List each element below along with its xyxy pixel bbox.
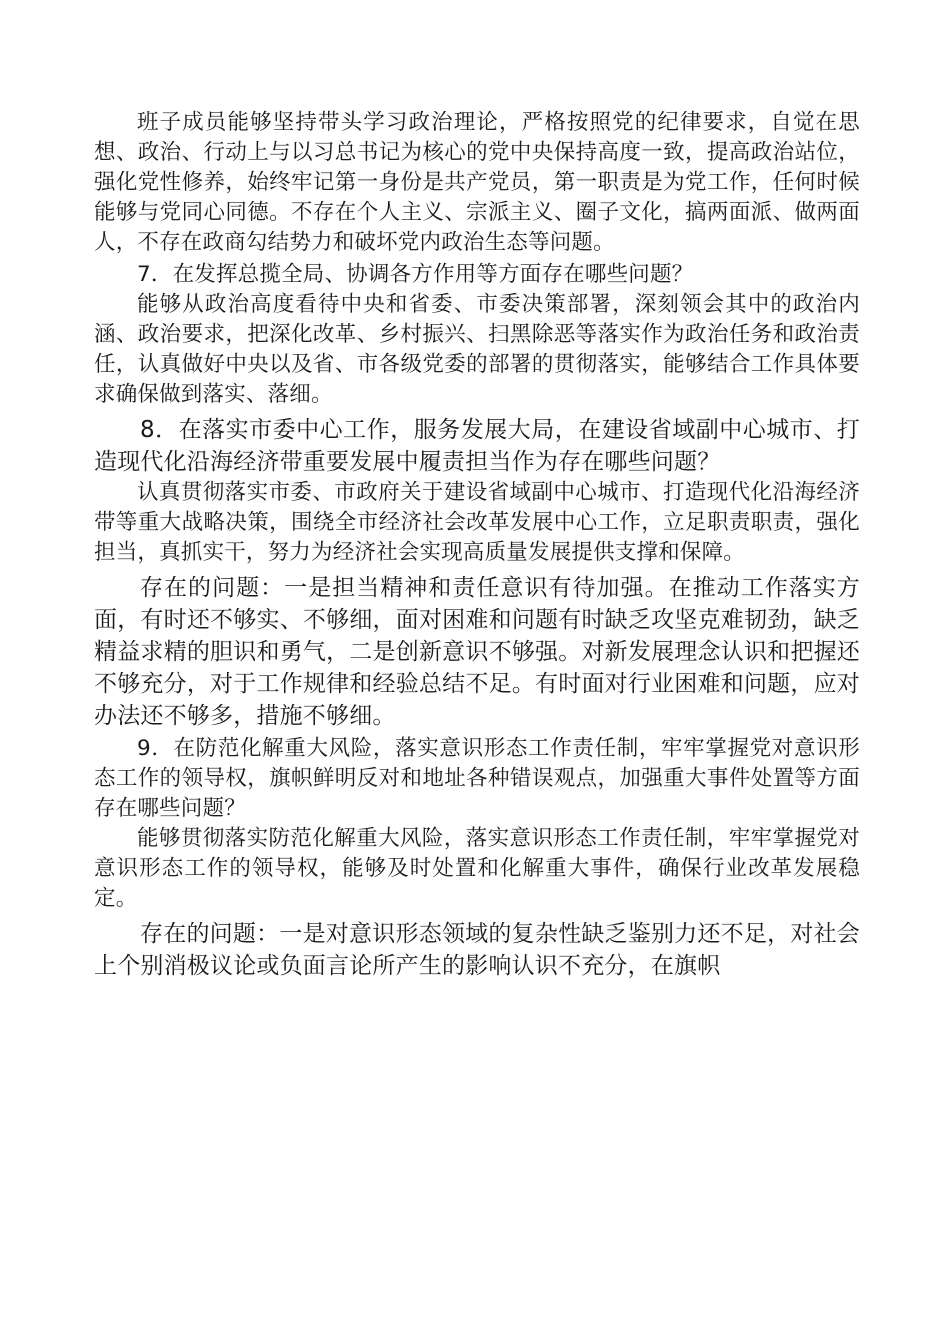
paragraph-answer-8: 认真贯彻落实市委、市政府关于建设省域副中心城市、打造现代化沿海经济带等重大战略决策，围绕全市经济社会改革发展中心工作，立足职责职责，强化担当，真抓实干，努力为经济社会实现高质量发展提供支撑和保障。 [94,480,860,565]
paragraph-answer-9: 能够贯彻落实防范化解重大风险，落实意识形态工作责任制，牢牢掌握党对意识形态工作的领导权，能够及时处置和化解重大事件，确保行业改革发展稳定。 [94,826,860,911]
question-9: 9．在防范化解重大风险，落实意识形态工作责任制，牢牢掌握党对意识形态工作的领导权，旗帜鲜明反对和地址各种错误观点，加强重大事件处置等方面存在哪些问题？ [94,736,860,821]
document-page [94,108,860,982]
question-8: 8．在落实市委中心工作，服务发展大局，在建设省域副中心城市、打造现代化沿海经济带重要发展中履责担当作为存在哪些问题？ [94,417,860,475]
paragraph-team-discipline: 班子成员能够坚持带头学习政治理论，严格按照党的纪律要求，自觉在思想、政治、行动上与以习总书记为核心的党中央保持高度一致，提高政治站位，强化党性修养，始终牢记第一身份是共产党员，第一职责是为党工作，任何时候能够与党同心同德。不存在个人主义、宗派主义、圈子文化，搞两面派、做两面人，不存在政商勾结势力和破坏党内政治生态等问题。 [94,110,860,255]
paragraph-problems-9: 存在的问题：一是对意识形态领域的复杂性缺乏鉴别力还不足，对社会上个别消极议论或负面言论所产生的影响认识不充分，在旗帜 [94,921,860,979]
question-7: 7．在发挥总揽全局、协调各方作用等方面存在哪些问题？ [137,262,694,287]
paragraph-answer-7: 能够从政治高度看待中央和省委、市委决策部署，深刻领会其中的政治内涵、政治要求，把深化改革、乡村振兴、扫黑除恶等落实作为政治任务和政治责任，认真做好中央以及省、市各级党委的部署的贯彻落实，能够结合工作具体要求确保做到落实、落细。 [94,292,860,407]
paragraph-problems-8: 存在的问题：一是担当精神和责任意识有待加强。在推动工作落实方面，有时还不够实、不够细，面对困难和问题有时缺乏攻坚克难韧劲，缺乏精益求精的胆识和勇气，二是创新意识不够强。对新发展理念认识和把握还不够充分，对于工作规律和经验总结不足。有时面对行业困难和问题，应对办法还不够多，措施不够细。 [94,575,860,729]
